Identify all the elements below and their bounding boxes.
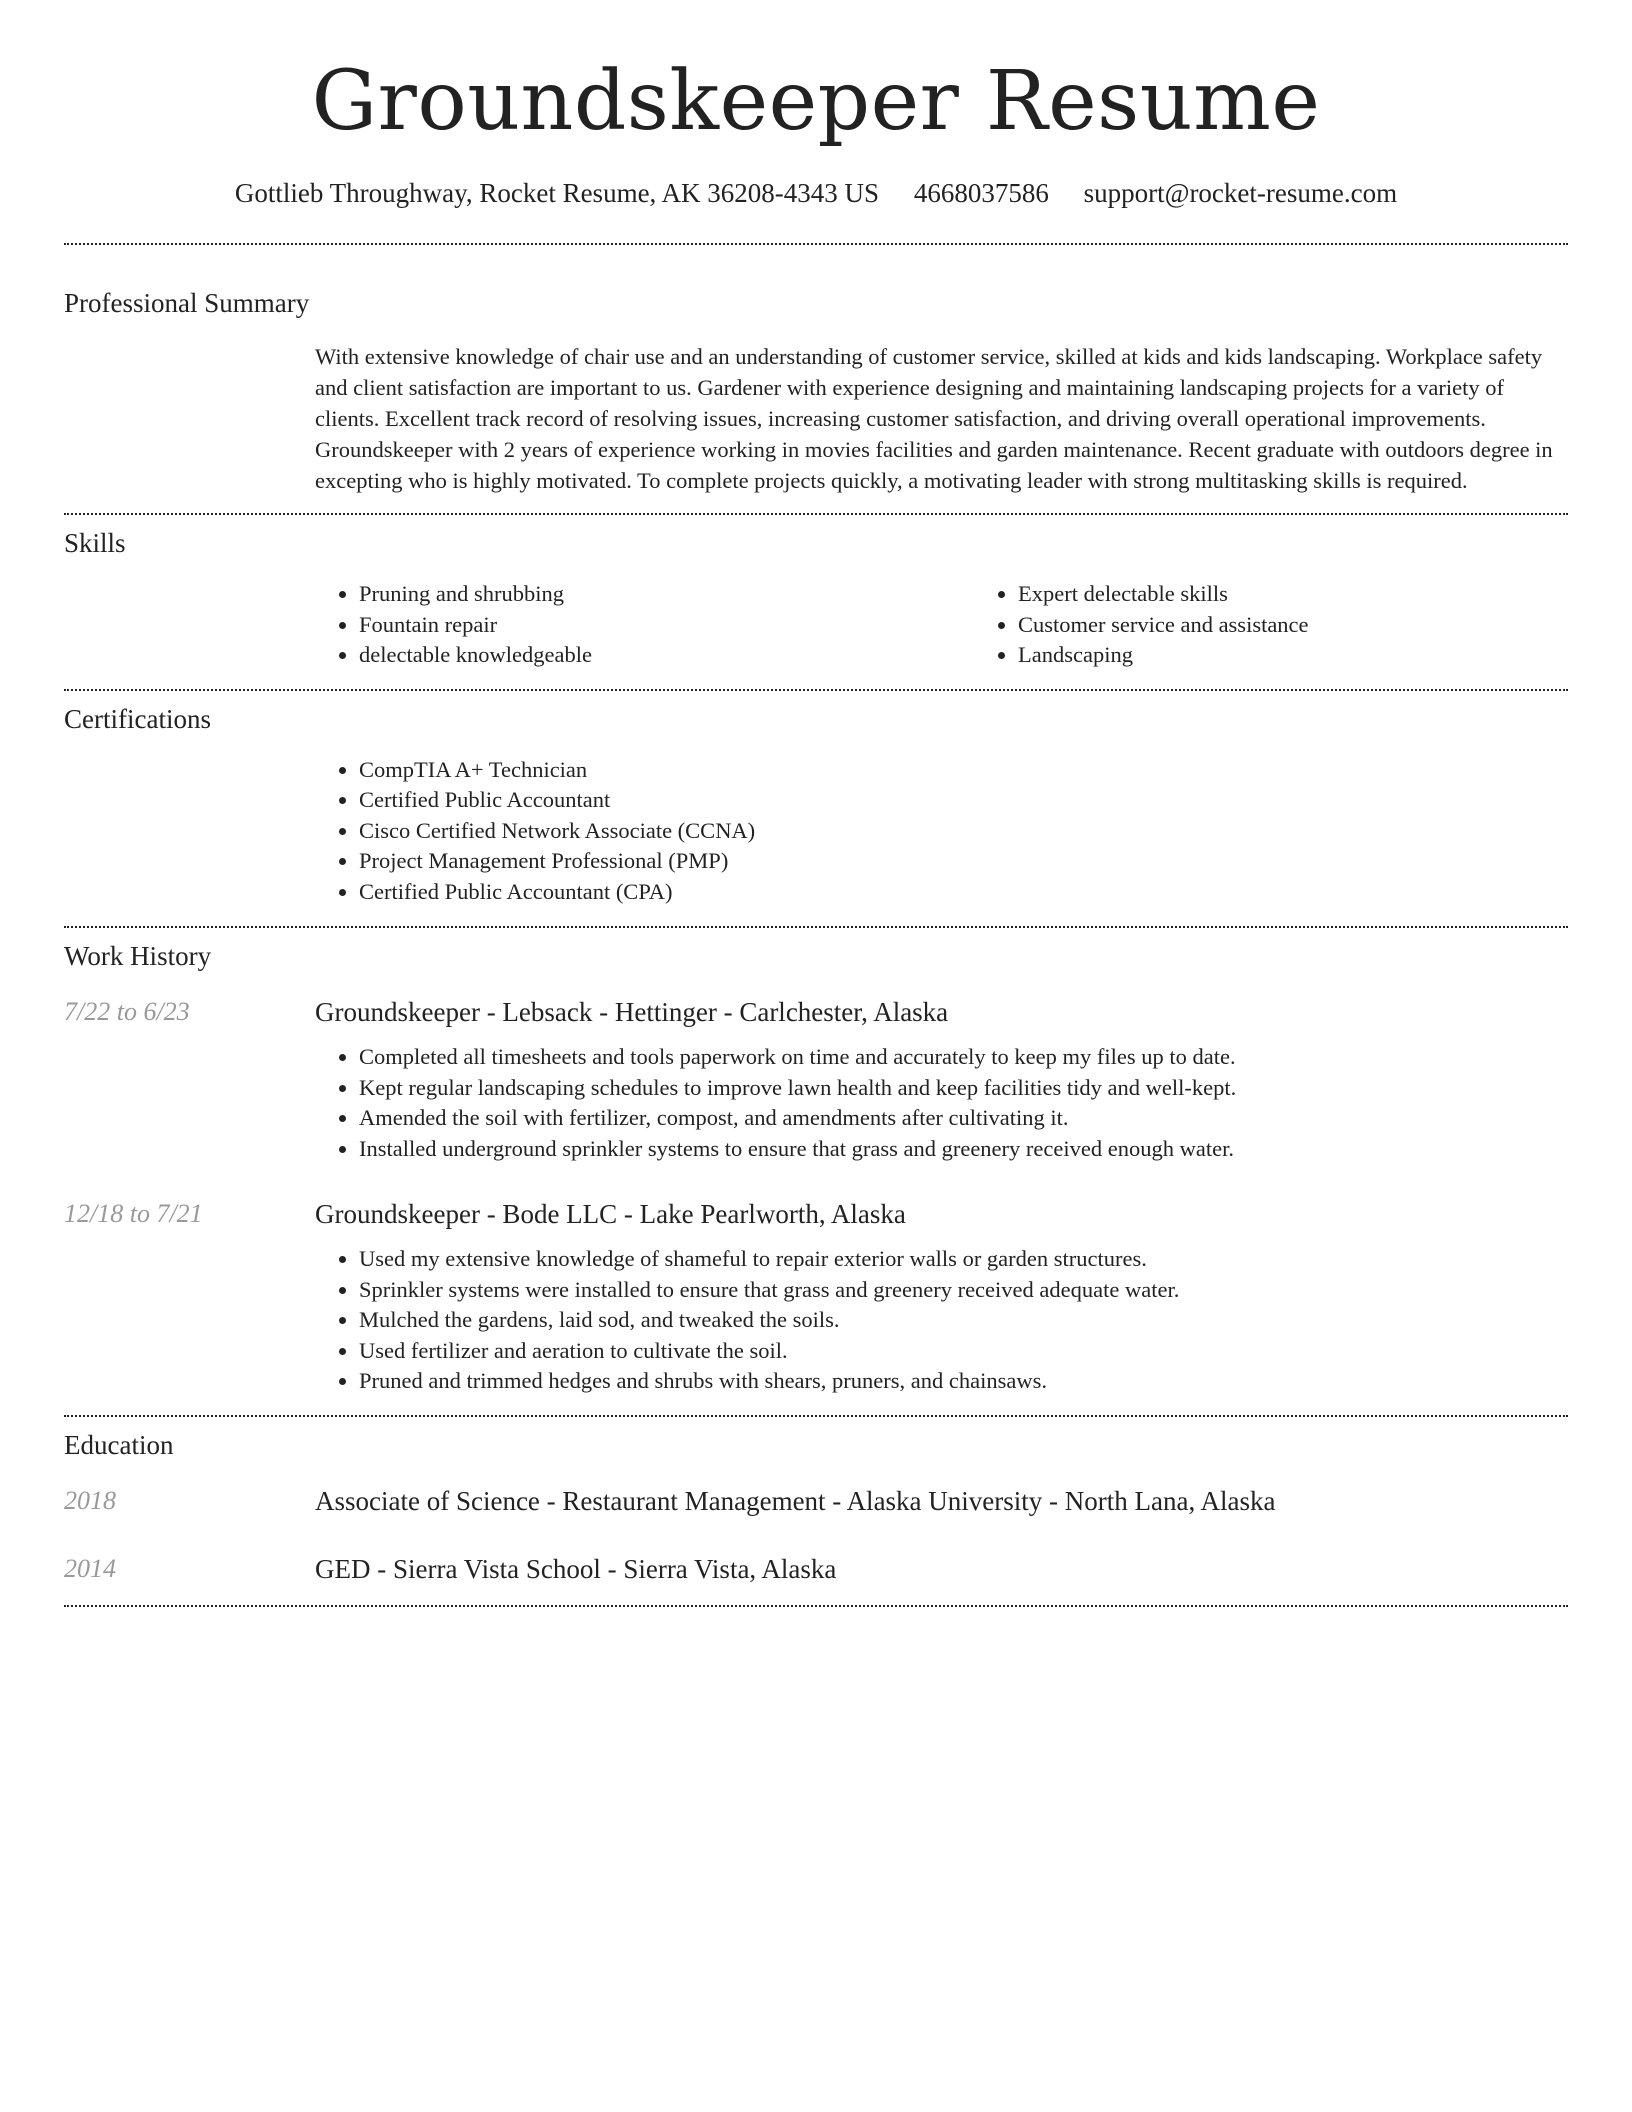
- education-entry: [64, 1483, 1568, 1519]
- list-item: • Expert delectable skills: [1018, 579, 1632, 610]
- divider: [64, 243, 1568, 245]
- contact-phone: 4668037586: [913, 178, 1049, 208]
- resume-title: Groundskeeper Resume: [311, 54, 1321, 149]
- section-title-skills: Skills: [64, 528, 126, 558]
- job-entry: [64, 994, 1568, 1164]
- list-item: • Used my extensive knowledge of shameful to repair exterior walls or garden structures.: [359, 1244, 1568, 1275]
- list-item: • Kept regular landscaping schedules to improve lawn health and keep facilities tidy and well-kept.: [359, 1073, 1568, 1104]
- section-title-work: Work History: [64, 941, 212, 971]
- education-section: [64, 1427, 1568, 1587]
- skills-list-right: [974, 579, 1632, 671]
- certifications-list: [315, 755, 1568, 908]
- education-detail: Associate of Science - Restaurant Management - Alaska University - North Lana, Alaska: [315, 1485, 1276, 1516]
- divider: [64, 689, 1568, 691]
- contact-line: [64, 176, 1568, 210]
- divider: [64, 513, 1568, 515]
- summary-section: [64, 285, 1568, 496]
- list-item: • Used fertilizer and aeration to cultivate the soil.: [359, 1336, 1568, 1367]
- list-item: • CompTIA A+ Technician: [359, 755, 1568, 786]
- section-title-summary: Professional Summary: [64, 288, 310, 318]
- list-item: • Fountain repair: [359, 610, 974, 641]
- education-entry: [64, 1551, 1568, 1587]
- divider: [64, 1605, 1568, 1607]
- job-entry: [64, 1196, 1568, 1397]
- contact-address: Gottlieb Throughway, Rocket Resume, AK 36208-4343 US: [234, 178, 880, 208]
- list-item: • delectable knowledgeable: [359, 640, 974, 671]
- skills-list-left: [315, 579, 974, 671]
- job-dates: 7/22 to 6/23: [64, 997, 190, 1026]
- section-title-certifications: Certifications: [64, 703, 211, 734]
- work-history-section: [64, 938, 1568, 1397]
- job-dates: 12/18 to 7/21: [64, 1199, 203, 1228]
- list-item: • Amended the soil with fertilizer, compost, and amendments after cultivating it.: [359, 1103, 1568, 1134]
- job-title: Groundskeeper - Bode LLC - Lake Pearlworth, Alaska: [315, 1199, 906, 1229]
- skills-section: [64, 525, 1568, 671]
- list-item: • Mulched the gardens, laid sod, and tweaked the soils.: [359, 1305, 1568, 1336]
- education-detail: GED - Sierra Vista School - Sierra Vista, Alaska: [315, 1553, 837, 1584]
- divider: [64, 1415, 1568, 1417]
- section-title-education: Education: [64, 1429, 174, 1460]
- list-item: • Customer service and assistance: [1018, 610, 1632, 641]
- list-item: • Pruned and trimmed hedges and shrubs with shears, pruners, and chainsaws.: [359, 1366, 1568, 1397]
- list-item: • Landscaping: [1018, 640, 1632, 671]
- list-item: • Pruning and shrubbing: [359, 579, 974, 610]
- list-item: • Sprinkler systems were installed to ensure that grass and greenery received adequate water.: [359, 1275, 1568, 1306]
- job-bullets: [315, 1042, 1568, 1164]
- job-bullets: [315, 1244, 1568, 1397]
- education-year: 2014: [64, 1553, 116, 1583]
- education-year: 2018: [64, 1485, 116, 1515]
- list-item: • Installed underground sprinkler systems to ensure that grass and greenery received enough water.: [359, 1134, 1568, 1165]
- certifications-section: [64, 701, 1568, 908]
- list-item: • Cisco Certified Network Associate (CCNA): [359, 816, 1568, 847]
- list-item: • Certified Public Accountant (CPA): [359, 877, 1568, 908]
- list-item: • Project Management Professional (PMP): [359, 846, 1568, 877]
- divider: [64, 926, 1568, 928]
- contact-email: support@rocket-resume.com: [1083, 178, 1398, 208]
- list-item: • Completed all timesheets and tools paperwork on time and accurately to keep my files up to date.: [359, 1042, 1568, 1073]
- summary-text: With extensive knowledge of chair use and an understanding of customer service, skilled at kids and kids landscaping. Workplace safety and client satisfaction are important to us. Gardener with experience designing and maintaining landscaping projects for a variety of clients. Excellent track record of resolving issues, increasing customer satisfaction, and driving overall operational improvements. Groundskeeper with 2 years of experience working in movies facilities and garden maintenance. Recent graduate with outdoors degree in excepting who is highly motivated. To complete projects quickly, a motivating leader with strong multitasking skills is required.: [315, 344, 1553, 493]
- job-title: Groundskeeper - Lebsack - Hettinger - Carlchester, Alaska: [315, 997, 949, 1027]
- list-item: • Certified Public Accountant: [359, 785, 1568, 816]
